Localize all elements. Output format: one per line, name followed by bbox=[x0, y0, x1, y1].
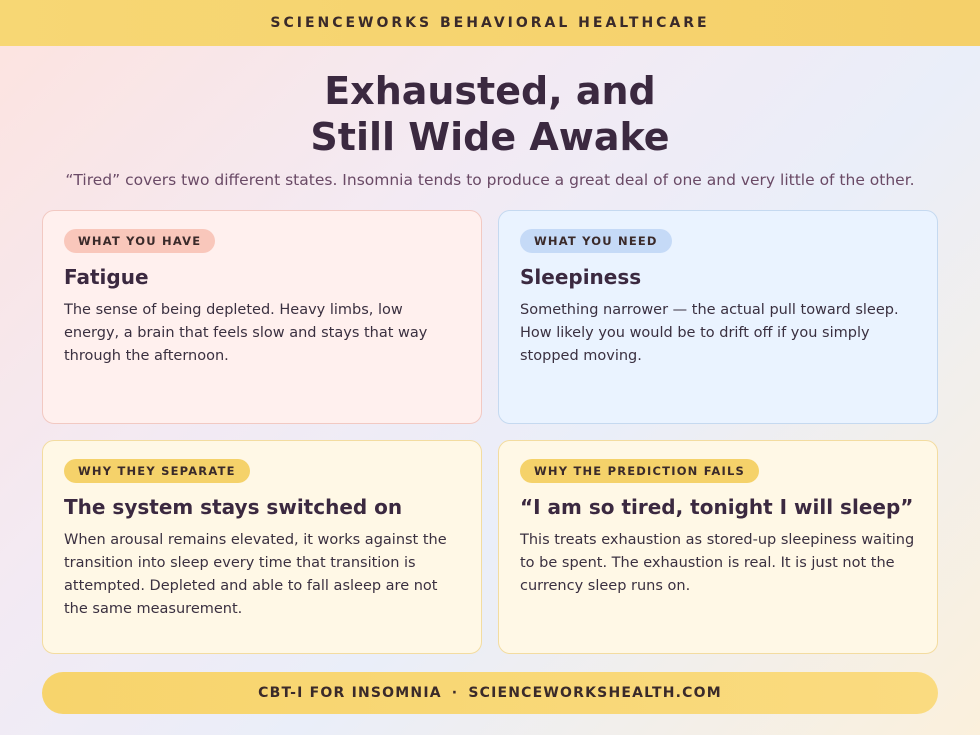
card-fatigue bbox=[42, 210, 482, 424]
card-body: This treats exhaustion as stored-up sleepiness waiting to be spent. The exhaustion is real. It is just not the currency sleep runs on. bbox=[520, 532, 915, 594]
card-body: Something narrower — the actual pull toward sleep. How likely you would be to drift off if you simply stopped moving. bbox=[520, 302, 899, 364]
card-sleepiness bbox=[498, 210, 938, 424]
card-body: When arousal remains elevated, it works against the transition into sleep every time that transition is attempted. Depleted and able to fall asleep are not the same measurement. bbox=[64, 532, 447, 617]
card-why-they-separate bbox=[42, 440, 482, 654]
header-banner bbox=[0, 0, 980, 46]
org-name: SCIENCEWORKS BEHAVIORAL HEALTHCARE bbox=[270, 15, 710, 31]
card-badge: WHAT YOU HAVE bbox=[64, 229, 215, 253]
page-title-line-2: Still Wide Awake bbox=[310, 115, 670, 159]
card-heading: Sleepiness bbox=[520, 265, 642, 289]
card-body: The sense of being depleted. Heavy limbs, low energy, a brain that feels slow and stays that way through the afternoon. bbox=[64, 302, 428, 364]
card-badge: WHY THEY SEPARATE bbox=[64, 459, 250, 483]
card-badge: WHAT YOU NEED bbox=[520, 229, 672, 253]
footer-website-link[interactable]: SCIENCEWORKSHEALTH.COM bbox=[468, 685, 722, 701]
page-subtitle: “Tired” covers two different states. Insomnia tends to produce a great deal of one and very little of the other. bbox=[65, 171, 915, 189]
footer-banner bbox=[42, 672, 938, 714]
page-title bbox=[0, 68, 980, 160]
card-heading: The system stays switched on bbox=[64, 495, 403, 519]
page-title-line-1: Exhausted, and bbox=[324, 69, 656, 113]
card-why-prediction-fails bbox=[498, 440, 938, 654]
card-heading: “I am so tired, tonight I will sleep” bbox=[520, 495, 914, 519]
footer-program: CBT-I FOR INSOMNIA bbox=[258, 685, 442, 701]
footer-separator: · bbox=[451, 685, 459, 701]
card-badge: WHY THE PREDICTION FAILS bbox=[520, 459, 759, 483]
card-heading: Fatigue bbox=[64, 265, 149, 289]
